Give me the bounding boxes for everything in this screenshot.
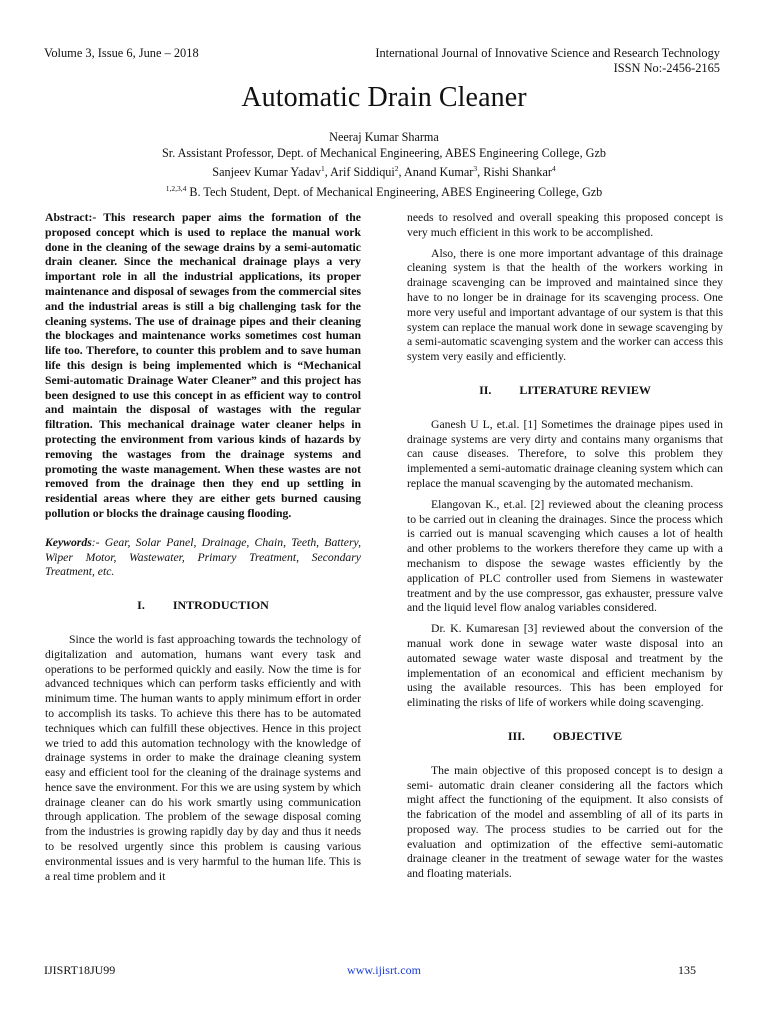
co-author-name: Arif Siddiqui — [330, 165, 395, 179]
section-heading-literature-review: II. LITERATURE REVIEW — [479, 382, 651, 397]
literature-paragraph-3: Dr. K. Kumaresan [3] reviewed about the conversion of the manual work done in sewage water waste disposal into an automated sewage water waste disposal and treatment by the implementation of an economical and efficient mechanism by using the available resources. This has been employed for eliminating the risks of life of workers while doing scavenging. — [407, 622, 723, 710]
literature-paragraph-1: Ganesh U L, et.al. [1] Sometimes the drainage pipes used in drainage systems are very dirty and contains many organisms that can cause diseases. Therefore, to solve this problem they implemented a semi-automatic drainage cleaning system which can replace the manual scavenging by the automated mechanism. — [407, 417, 723, 490]
author-sup: 4 — [551, 164, 556, 173]
volume-info: Volume 3, Issue 6, June – 2018 — [44, 46, 199, 60]
author-block — [0, 130, 768, 200]
right-column — [407, 211, 723, 882]
intro-continued-paragraph: needs to resolved and overall speaking this proposed concept is very much efficient in this work to be accomplished. — [407, 211, 723, 239]
co-author-name: Rishi Shankar — [483, 165, 552, 179]
lead-author-affiliation: Sr. Assistant Professor, Dept. of Mechanical Engineering, ABES Engineering College, Gzb — [162, 145, 606, 160]
keywords — [45, 536, 361, 580]
page-number: 135 — [678, 963, 696, 977]
left-column — [45, 211, 361, 884]
section-heading-objective: III. OBJECTIVE — [507, 728, 623, 743]
advantage-paragraph: Also, there is one more important advantage of this drainage cleaning system is that the health of the workers working in drainage scavenging can be improved and maintained since they have to no longer be in drainage for its scavenging process. One more very useful and important advantage of our system is that this system can replace the manual work done in sewage scavenging by a semi-automatic scavenging system and the worker can access this system very easily and efficiently. — [407, 246, 723, 364]
section-heading-introduction: I. INTRODUCTION — [137, 598, 269, 613]
issn: ISSN No:-2456-2165 — [613, 61, 720, 75]
co-author-affiliation: $^{1,2,3,4}$ B. Tech Student, Dept. of Mechanical Engineering, ABES Engineering College, Gzb — [165, 183, 603, 199]
keywords-label: Keywords — [45, 535, 92, 549]
co-author-name: Anand Kumar — [403, 165, 474, 179]
paper-title: Automatic Drain Cleaner — [241, 82, 527, 113]
literature-paragraph-2: Elangovan K., et.al. [2] reviewed about the cleaning process to be carried out in cleaning the drainages. Since the process which is carried out is manual scavenging which causes a lot of health and other problems to the workers therefore they came up with a mechanism to dispose the sewage wastes efficiently by the application of PLC controller used from Siemens in wastewater treatment and by the use compressor, gas exhauster, pressure valve and the liquid level flow analog variables considered. — [407, 497, 723, 615]
keywords-text: :- Gear, Solar Panel, Drainage, Chain, Teeth, Battery, Wiper Motor, Wastewater, Primary Treatment, Secondary Treatment, etc. — [45, 535, 361, 579]
author-sup: 1 — [320, 164, 325, 173]
co-authors: Sanjeev Kumar Yadav$^1$, Arif Siddiqui$^2$, Anand Kumar$^3$, Rishi Shankar$^4$ — [212, 164, 556, 179]
website-link[interactable]: www.ijisrt.com — [347, 963, 421, 977]
paper-id: IJISRT18JU99 — [44, 963, 116, 977]
author-sup: 2 — [394, 164, 399, 173]
affiliation-sup: 1,2,3,4 — [165, 183, 187, 193]
lead-author: Neeraj Kumar Sharma — [329, 130, 439, 144]
introduction-paragraph: Since the world is fast approaching towards the technology of digitalization and automation, humans want every task and operations to be performed quickly and easily. Now the time is for advanced techniques which can perform tasks efficiently and with minimum time. The human wants to apply minimum effort in order to accomplish its tasks. To achieve this there has to be automated techniques which can fulfill these objectives. Hence in this project we tried to add this automation technology with the knowledge of drainage systems in order to make the drainage cleaning system easy and efficient tool for the cleaning of the drainage systems and hence save the environment. For this we are using system by which drainage cleaner can do his work smartly using communication through application. The problem of the sewage disposal coming from the industries is growing rapidly day by day and thus it needs to be resolved urgently since this problem is causing various environmental issues and is very harmful to the human life. This is a real time problem and it — [45, 632, 361, 883]
objective-paragraph: The main objective of this proposed concept is to design a semi- automatic drain cleaner considering all the factors which might affect the functioning of the equipment. It also consists of the fabrication of the model and assembling of all of its parts in proposed way. The process studies to be carried out for the evaluation and optimization of the effective semi-automatic drainage cleaner in the treatment of sewage water for the wastes and floating materials. — [407, 763, 723, 881]
abstract: Abstract:- This research paper aims the formation of the proposed concept which is used to replace the manual work done in the cleaning of the sewage drains by a semi-automatic drain cleaner. Since the mechanical drainage plays a very important role in all the industrial applications, its proper maintenance and disposal of sewages from the commercial sites and the industrial areas is still a big challenging task for the cleaning systems. The use of drainage pipes and their cleaning the blockages and maintenance works sometimes cost human life too. Therefore, to counter this problem and to save human life this design is being implemented which is “Mechanical Semi-automatic Drainage Water Cleaner” and this project has been designed to use this concept in as efficient way to control and maintain the disposal of wastages with the regular filtration. This mechanical drainage water cleaner helps in protecting the environment from various kinds of hazards by removing the wastages from the drainage systems and promoting the waste management. When these wastes are not removed from the drainage then they end up settling in residential areas where they are either gets burned causing pollution or blocks the drainage causing flooding. — [45, 211, 361, 520]
co-author-name: Sanjeev Kumar Yadav — [212, 165, 321, 179]
journal-header — [375, 46, 720, 76]
author-sup: 3 — [473, 164, 478, 173]
journal-name: International Journal of Innovative Science and Research Technology — [375, 46, 720, 60]
